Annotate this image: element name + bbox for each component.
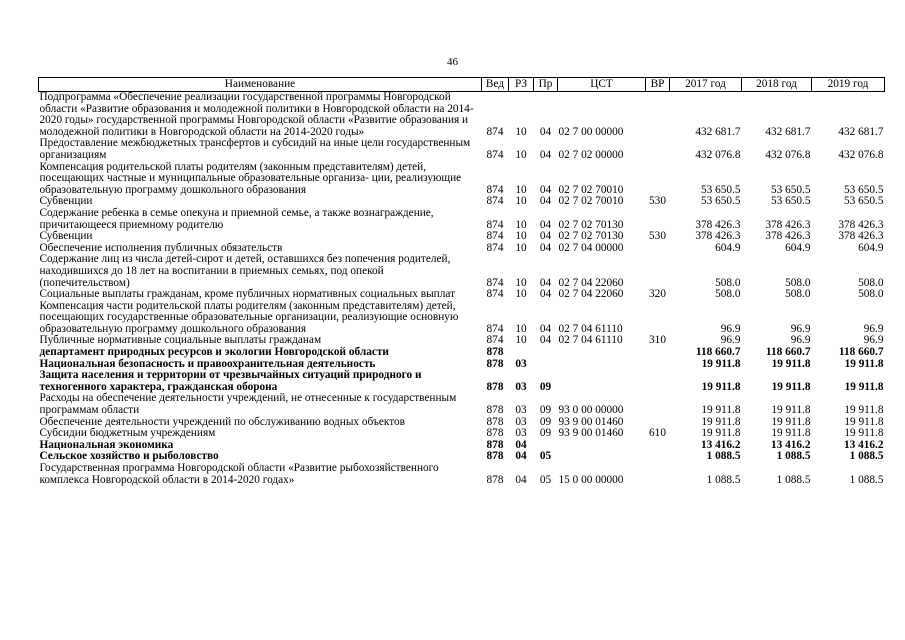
row-2017: 508.0 (715, 288, 741, 301)
row-cst (558, 347, 646, 359)
row-cst: 02 7 04 00000 (558, 241, 624, 254)
row-cst: 02 7 02 70010 (558, 183, 624, 196)
row-name: Компенсация родительской платы родителям (законным представителям) детей, посещающих частные и муниципальные образовательные организа- ции, реализующие образовательную программу дошкольного образования (39, 160, 462, 196)
row-2018: 378 426.3 (765, 218, 811, 231)
row-2018: 19 911.8 (771, 427, 811, 440)
row-2017: 432 681.7 (695, 125, 741, 138)
row-rz: 10 (515, 230, 527, 243)
row-pr: 09 (539, 404, 552, 417)
row-cst (558, 440, 646, 452)
row-vr: 530 (649, 195, 666, 208)
row-2018: 19 911.8 (771, 380, 811, 393)
table-row (39, 347, 885, 359)
row-pr: 04 (539, 288, 552, 301)
row-2017: 508.0 (715, 276, 741, 289)
page-number: 46 (447, 56, 458, 68)
row-2019: 604.9 (858, 241, 884, 254)
table-row (39, 393, 885, 416)
row-ved: 874 (486, 334, 504, 347)
row-2019: 19 911.8 (844, 415, 884, 428)
row-vr (646, 370, 670, 393)
row-vr (646, 138, 670, 161)
budget-table (38, 77, 885, 486)
row-cst (558, 451, 646, 463)
row-2019: 53 650.5 (843, 183, 884, 196)
row-rz: 10 (515, 125, 527, 138)
row-ved: 878 (486, 450, 504, 463)
header-vr: ВР (646, 78, 670, 92)
row-vr (646, 393, 670, 416)
row-name: Содержание лиц из числа детей-сирот и детей, оставшихся без попечения родителей, находившихся до 18 лет на воспитании в приемных семьях, под опекой (попечительством) (39, 253, 451, 289)
row-2018: 96.9 (790, 322, 811, 335)
row-2017: 53 650.5 (700, 183, 741, 196)
row-vr: 320 (649, 288, 666, 301)
row-2018: 96.9 (790, 334, 811, 347)
row-2018: 508.0 (785, 288, 811, 301)
row-2017: 13 416.2 (700, 438, 741, 451)
row-pr: 09 (539, 427, 552, 440)
row-vr (646, 463, 670, 486)
row-ved: 878 (486, 473, 504, 486)
header-pr: Пр (534, 78, 558, 92)
row-rz: 10 (515, 334, 527, 347)
row-name: Национальная безопасность и правоохранительная деятельность (39, 357, 376, 370)
row-name: Сельское хозяйство и рыболовство (39, 450, 219, 463)
row-pr: 04 (539, 322, 552, 335)
header-2017: 2017 год (670, 78, 742, 92)
row-2018: 53 650.5 (770, 183, 811, 196)
table-row (39, 92, 885, 139)
row-2017: 96.9 (720, 334, 741, 347)
row-2017: 19 911.8 (701, 427, 741, 440)
row-2019: 432 076.8 (838, 148, 884, 161)
row-2019: 19 911.8 (844, 380, 884, 393)
row-vr: 610 (649, 427, 666, 440)
row-vr (646, 92, 670, 139)
row-2017: 19 911.8 (701, 415, 741, 428)
row-vr (646, 162, 670, 197)
header-name: Наименование (39, 78, 482, 92)
row-vr (646, 347, 670, 359)
row-2018: 1 088.5 (776, 473, 811, 486)
row-vr: 310 (649, 334, 666, 347)
row-pr: 05 (539, 473, 552, 486)
row-pr: 04 (539, 195, 552, 208)
row-cst: 02 7 02 00000 (558, 148, 624, 161)
row-cst: 93 9 00 01460 (558, 415, 624, 428)
table-row (39, 370, 885, 393)
row-vr (646, 208, 670, 231)
row-cst: 02 7 02 70010 (558, 195, 624, 208)
row-cst: 93 9 00 01460 (558, 427, 624, 440)
row-vr (646, 440, 670, 452)
row-rz: 04 (515, 473, 527, 486)
row-ved: 874 (486, 322, 504, 335)
row-name: Социальные выплаты гражданам, кроме публичных нормативных социальных выплат (39, 288, 456, 301)
row-2018: 432 681.7 (765, 125, 811, 138)
row-pr: 04 (539, 230, 552, 243)
row-ved: 874 (486, 276, 504, 289)
row-name: Предоставление межбюджетных трансфертов и субсидий на иные цели государственным организациям (39, 137, 471, 161)
row-pr: 05 (539, 450, 552, 463)
row-vr: 530 (649, 230, 666, 243)
row-cst: 02 7 02 70130 (558, 218, 624, 231)
row-ved: 874 (486, 218, 504, 231)
row-2018: 19 911.8 (771, 357, 811, 370)
row-rz: 10 (515, 148, 527, 161)
row-ved: 874 (486, 125, 504, 138)
row-rz: 10 (515, 276, 527, 289)
row-2017: 378 426.3 (695, 230, 741, 243)
row-2017: 19 911.8 (701, 380, 741, 393)
row-name: Обеспечение деятельности учреждений по обслуживанию водных объектов (39, 415, 405, 428)
table-row (39, 254, 885, 289)
row-vr (646, 301, 670, 336)
row-rz: 10 (515, 288, 527, 301)
row-ved: 874 (486, 241, 504, 254)
row-2019: 508.0 (858, 276, 884, 289)
row-2019: 19 911.8 (844, 404, 884, 417)
row-rz: 10 (515, 241, 527, 254)
row-rz: 03 (515, 404, 527, 417)
row-rz: 10 (515, 322, 527, 335)
row-ved: 874 (486, 183, 504, 196)
row-pr: 04 (539, 241, 552, 254)
row-2019: 53 650.5 (843, 195, 884, 208)
header-ved: Вед (482, 78, 509, 92)
table-row (39, 231, 885, 243)
table-row (39, 463, 885, 486)
row-2019: 432 681.7 (838, 125, 884, 138)
row-2017: 19 911.8 (701, 357, 741, 370)
row-name: Компенсация части родительской платы родителям (законным представителям) детей, посещающих государственные образовательные организации, реализующие основную образовательную программу дошкольного образования (39, 299, 459, 335)
row-2017: 1 088.5 (706, 450, 741, 463)
row-ved: 878 (486, 438, 504, 451)
row-name: Подпрограмма «Обеспечение реализации государственной программы Новгородской области «Развитие образования и молодежной политики в Новгородской области на 2014-2020 годы» государственной программы Новгородской области «Развитие образования и молодежной политики в Новгородской области на 2014-2020 годы» (39, 91, 474, 138)
row-2017: 53 650.5 (700, 195, 741, 208)
row-rz: 03 (515, 380, 527, 393)
row-ved: 878 (486, 415, 504, 428)
row-pr (534, 359, 558, 371)
row-cst: 93 0 00 00000 (558, 404, 624, 417)
row-2019: 19 911.8 (844, 427, 884, 440)
table-row (39, 289, 885, 301)
row-2019: 13 416.2 (843, 438, 884, 451)
header-cst: ЦСТ (558, 78, 646, 92)
row-rz (509, 347, 534, 359)
row-pr: 04 (539, 125, 552, 138)
row-2017: 604.9 (715, 241, 741, 254)
row-2018: 1 088.5 (776, 450, 811, 463)
row-2019: 118 660.7 (838, 346, 884, 359)
row-2019: 378 426.3 (838, 218, 884, 231)
row-cst: 02 7 00 00000 (558, 125, 624, 138)
row-ved: 878 (486, 380, 504, 393)
row-2019: 1 088.5 (849, 450, 884, 463)
row-cst: 02 7 04 61110 (558, 322, 623, 335)
row-cst: 02 7 04 22060 (558, 288, 624, 301)
header-2019: 2019 год (812, 78, 885, 92)
row-pr: 09 (539, 415, 552, 428)
row-rz: 10 (515, 183, 527, 196)
row-ved: 874 (486, 230, 504, 243)
row-name: Содержание ребенка в семье опекуна и приемной семье, а также вознаграждение, причитающееся приемному родителю (39, 206, 434, 231)
row-2017: 19 911.8 (701, 404, 741, 417)
row-2018: 432 076.8 (765, 148, 811, 161)
row-2017: 96.9 (720, 322, 741, 335)
row-pr: 04 (539, 183, 552, 196)
row-cst: 02 7 02 70130 (558, 230, 624, 243)
row-vr (646, 359, 670, 371)
row-2017: 432 076.8 (695, 148, 741, 161)
row-2018: 604.9 (785, 241, 811, 254)
row-name: Национальная экономика (39, 438, 174, 451)
row-rz: 04 (515, 438, 527, 451)
row-vr (646, 254, 670, 289)
row-name: Защита населения и территории от чрезвычайных ситуаций природного и техногенного характера, гражданская оборона (39, 369, 422, 393)
row-ved: 878 (486, 346, 504, 359)
row-cst: 02 7 04 61110 (558, 334, 623, 347)
row-cst: 15 0 00 00000 (558, 473, 624, 486)
row-2018: 378 426.3 (765, 230, 811, 243)
row-pr: 04 (539, 334, 552, 347)
row-pr: 04 (539, 276, 552, 289)
row-ved: 878 (486, 427, 504, 440)
row-2018: 53 650.5 (770, 195, 811, 208)
row-cst (558, 370, 646, 393)
header-2018: 2018 год (742, 78, 812, 92)
row-pr (534, 347, 558, 359)
row-ved: 874 (486, 195, 504, 208)
row-2017: 118 660.7 (695, 346, 741, 359)
row-pr: 09 (539, 380, 552, 393)
row-vr (646, 451, 670, 463)
row-2018: 19 911.8 (771, 404, 811, 417)
row-pr: 04 (539, 218, 552, 231)
row-2019: 508.0 (858, 288, 884, 301)
header-rz: РЗ (509, 78, 534, 92)
row-ved: 874 (486, 288, 504, 301)
table-row (39, 301, 885, 336)
row-2019: 19 911.8 (844, 357, 884, 370)
row-2018: 19 911.8 (771, 415, 811, 428)
row-2019: 378 426.3 (838, 230, 884, 243)
row-name: Публичные нормативные социальные выплаты гражданам (39, 334, 322, 347)
table-row (39, 138, 885, 161)
row-ved: 874 (486, 148, 504, 161)
row-vr (646, 243, 670, 255)
row-rz: 03 (515, 427, 527, 440)
row-ved: 878 (486, 357, 504, 370)
row-rz: 10 (515, 218, 527, 231)
table-row (39, 208, 885, 231)
row-2017: 378 426.3 (695, 218, 741, 231)
row-name: Государственная программа Новгородской области «Развитие рыбохозяйственного комплекса Новгородской области в 2014-2020 годах» (39, 462, 439, 486)
row-cst: 02 7 04 22060 (558, 276, 624, 289)
row-name: Расходы на обеспечение деятельности учреждений, не отнесенные к государственным программам области (39, 392, 457, 417)
row-rz: 04 (515, 450, 527, 463)
row-rz: 03 (515, 357, 527, 370)
row-2017: 1 088.5 (706, 473, 741, 486)
row-pr: 04 (539, 148, 552, 161)
table-row (39, 162, 885, 197)
row-ved: 878 (486, 404, 504, 417)
row-name: департамент природных ресурсов и экологии Новгородской области (39, 346, 389, 359)
row-2019: 96.9 (863, 334, 884, 347)
row-2019: 96.9 (863, 322, 884, 335)
row-2018: 118 660.7 (765, 346, 811, 359)
row-name: Обеспечение исполнения публичных обязательств (39, 241, 283, 254)
row-name: Субвенции (39, 195, 93, 208)
row-rz: 10 (515, 195, 527, 208)
row-name: Субвенции (39, 230, 93, 243)
row-name: Субсидии бюджетным учреждениям (39, 427, 216, 440)
row-2018: 508.0 (785, 276, 811, 289)
row-rz: 03 (515, 415, 527, 428)
row-cst (558, 359, 646, 371)
table-header-row (39, 78, 885, 92)
row-2018: 13 416.2 (770, 438, 811, 451)
row-2019: 1 088.5 (849, 473, 884, 486)
